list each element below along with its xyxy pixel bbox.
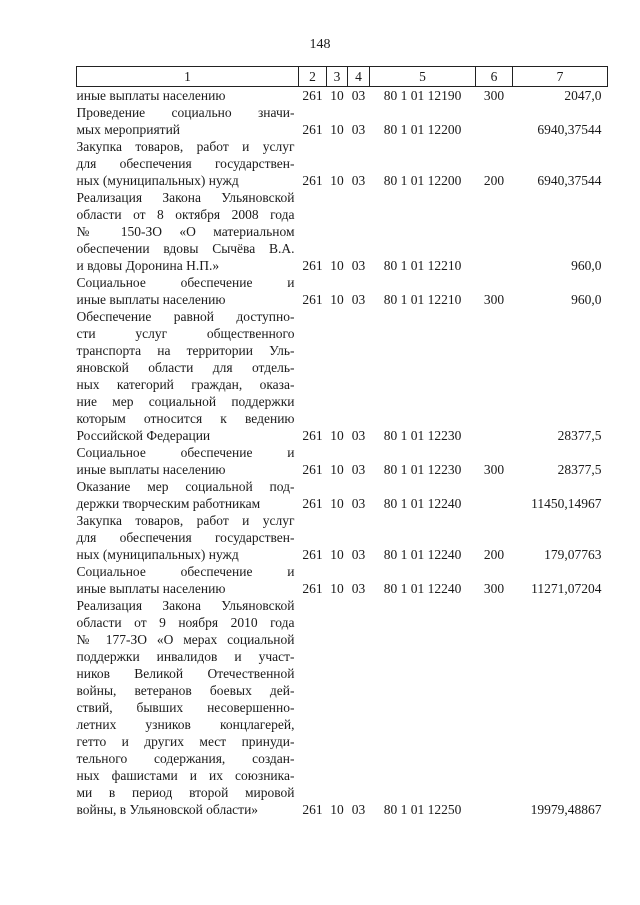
description-line: Оказание мер социальной под- [76, 479, 295, 494]
section-code: 10 [330, 122, 344, 137]
admin-code: 261 [302, 88, 323, 103]
description-line: которым относится к ведению [76, 411, 295, 426]
admin-code: 261 [302, 258, 323, 273]
description-line: войны, ветеранов боевых дей- [76, 683, 295, 698]
description-line: ных категорий граждан, оказа- [76, 377, 295, 392]
admin-code: 261 [302, 173, 323, 188]
description-line: войны, в Ульяновской области» [76, 802, 259, 817]
table-row [77, 512, 608, 563]
row-description [77, 104, 299, 138]
target-article-code: 80 1 01 12240 [383, 496, 462, 511]
description-line: ствий, бывших несовершенно- [76, 700, 295, 715]
section-code: 10 [330, 581, 344, 596]
amount-value: 28377,5 [557, 462, 602, 477]
amount-value: 6940,37544 [537, 122, 602, 137]
description-line: Закупка товаров, работ и услуг [76, 513, 295, 528]
description-line: Закупка товаров, работ и услуг [76, 139, 295, 154]
target-article-code: 80 1 01 12210 [383, 258, 462, 273]
expense-type-code [476, 104, 513, 138]
description-line: иные выплаты населению [76, 581, 226, 596]
expense-type-code [476, 478, 513, 512]
admin-code: 261 [302, 462, 323, 477]
description-line: области от 9 ноября 2010 года [76, 615, 295, 630]
target-article-code: 80 1 01 12190 [383, 88, 462, 103]
row-description [77, 87, 299, 105]
amount-value: 179,07763 [544, 547, 602, 562]
description-line: ных (муниципальных) нужд [76, 173, 239, 188]
description-line: Обеспечение равной доступно- [76, 309, 295, 324]
target-article-code: 80 1 01 12230 [383, 428, 462, 443]
description-line: гетто и других мест принуди- [76, 734, 295, 749]
description-line: мых мероприятий [76, 122, 181, 137]
subsection-code: 03 [351, 428, 366, 443]
column-header-4: 4 [348, 67, 370, 87]
amount-value: 28377,5 [557, 428, 602, 443]
description-line: ми в период второй мировой [76, 785, 295, 800]
row-description [77, 597, 299, 818]
subsection-code: 03 [351, 581, 366, 596]
admin-code: 261 [302, 802, 323, 817]
admin-code: 261 [302, 122, 323, 137]
column-header-6: 6 [476, 67, 513, 87]
table-row [77, 274, 608, 308]
table-row [77, 597, 608, 818]
amount-value: 6940,37544 [537, 173, 602, 188]
section-code: 10 [330, 88, 344, 103]
subsection-code: 03 [351, 173, 366, 188]
subsection-code: 03 [351, 496, 366, 511]
row-description [77, 308, 299, 444]
description-line: Социальное обеспечение и [76, 564, 295, 579]
admin-code: 261 [302, 496, 323, 511]
admin-code: 261 [302, 428, 323, 443]
row-description [77, 478, 299, 512]
description-line: Социальное обеспечение и [76, 275, 295, 290]
table-header [77, 67, 608, 87]
target-article-code: 80 1 01 12210 [383, 292, 462, 307]
table-row [77, 478, 608, 512]
table-row [77, 189, 608, 274]
subsection-code: 03 [351, 292, 366, 307]
table-row [77, 104, 608, 138]
amount-value: 960,0 [571, 258, 602, 273]
row-description [77, 563, 299, 597]
subsection-code: 03 [351, 802, 366, 817]
description-line: и вдовы Доронина Н.П.» [76, 258, 220, 273]
row-description [77, 138, 299, 189]
column-header-3: 3 [327, 67, 348, 87]
row-description [77, 512, 299, 563]
description-line: транспорта на территории Уль- [76, 343, 295, 358]
admin-code: 261 [302, 547, 323, 562]
amount-value: 2047,0 [564, 88, 602, 103]
row-description [77, 444, 299, 478]
table-row [77, 444, 608, 478]
section-code: 10 [330, 292, 344, 307]
description-line: № 177-ЗО «О мерах социальной [76, 632, 295, 647]
target-article-code: 80 1 01 12250 [383, 802, 462, 817]
description-line: иные выплаты населению [76, 462, 226, 477]
expense-type-code: 200 [483, 547, 505, 562]
description-line: летних узников концлагерей, [76, 717, 295, 732]
description-line: ние мер социальной поддержки [76, 394, 295, 409]
target-article-code: 80 1 01 12240 [383, 547, 462, 562]
description-line: ных фашистами и их союзника- [76, 768, 295, 783]
expense-type-code: 300 [483, 88, 505, 103]
description-line: Проведение социально значи- [76, 105, 295, 120]
target-article-code: 80 1 01 12240 [383, 581, 462, 596]
table-row [77, 87, 608, 105]
section-code: 10 [330, 802, 344, 817]
column-header-1: 1 [77, 67, 299, 87]
expense-type-code [476, 308, 513, 444]
page-number: 148 [309, 37, 331, 52]
section-code: 10 [330, 547, 344, 562]
description-line: поддержки инвалидов и участ- [76, 649, 295, 664]
admin-code: 261 [302, 292, 323, 307]
subsection-code: 03 [351, 547, 366, 562]
subsection-code: 03 [351, 462, 366, 477]
row-description [77, 274, 299, 308]
expense-type-code [476, 597, 513, 818]
description-line: Российской Федерации [76, 428, 211, 443]
expense-type-code: 300 [483, 462, 505, 477]
description-line: обеспечении вдовы Сычёва В.А. [76, 241, 295, 256]
column-header-5: 5 [370, 67, 476, 87]
expense-type-code: 300 [483, 581, 505, 596]
amount-value: 11450,14967 [531, 496, 602, 511]
table-row [77, 308, 608, 444]
description-line: № 150-ЗО «О материальном [76, 224, 295, 239]
table-row [77, 138, 608, 189]
header-row [77, 67, 608, 87]
section-code: 10 [330, 258, 344, 273]
section-code: 10 [330, 173, 344, 188]
subsection-code: 03 [351, 122, 366, 137]
description-line: держки творческим работникам [76, 496, 261, 511]
section-code: 10 [330, 496, 344, 511]
target-article-code: 80 1 01 12200 [383, 173, 462, 188]
description-line: ных (муниципальных) нужд [76, 547, 239, 562]
description-line: области от 8 октября 2008 года [76, 207, 295, 222]
description-line: для обеспечения государствен- [76, 530, 295, 545]
description-line: иные выплаты населению [76, 88, 226, 103]
table-body [77, 87, 608, 819]
description-line: для обеспечения государствен- [76, 156, 295, 171]
expense-type-code: 200 [483, 173, 505, 188]
description-line: Реализация Закона Ульяновской [76, 190, 295, 205]
section-code: 10 [330, 462, 344, 477]
budget-table [76, 66, 608, 818]
description-line: Социальное обеспечение и [76, 445, 295, 460]
target-article-code: 80 1 01 12230 [383, 462, 462, 477]
table-row [77, 563, 608, 597]
row-description [77, 189, 299, 274]
description-line: ников Великой Отечественной [76, 666, 295, 681]
description-line: тельного содержания, создан- [76, 751, 295, 766]
description-line: иные выплаты населению [76, 292, 226, 307]
section-code: 10 [330, 428, 344, 443]
expense-type-code [476, 189, 513, 274]
amount-value: 11271,07204 [531, 581, 602, 596]
target-article-code: 80 1 01 12200 [383, 122, 462, 137]
description-line: Реализация Закона Ульяновской [76, 598, 295, 613]
description-line: сти услуг общественного [76, 326, 295, 341]
expense-type-code: 300 [483, 292, 505, 307]
column-header-2: 2 [299, 67, 327, 87]
admin-code: 261 [302, 581, 323, 596]
amount-value: 19979,48867 [530, 802, 602, 817]
column-header-7: 7 [513, 67, 608, 87]
subsection-code: 03 [351, 258, 366, 273]
amount-value: 960,0 [571, 292, 602, 307]
subsection-code: 03 [351, 88, 366, 103]
description-line: яновской области для отдель- [76, 360, 295, 375]
